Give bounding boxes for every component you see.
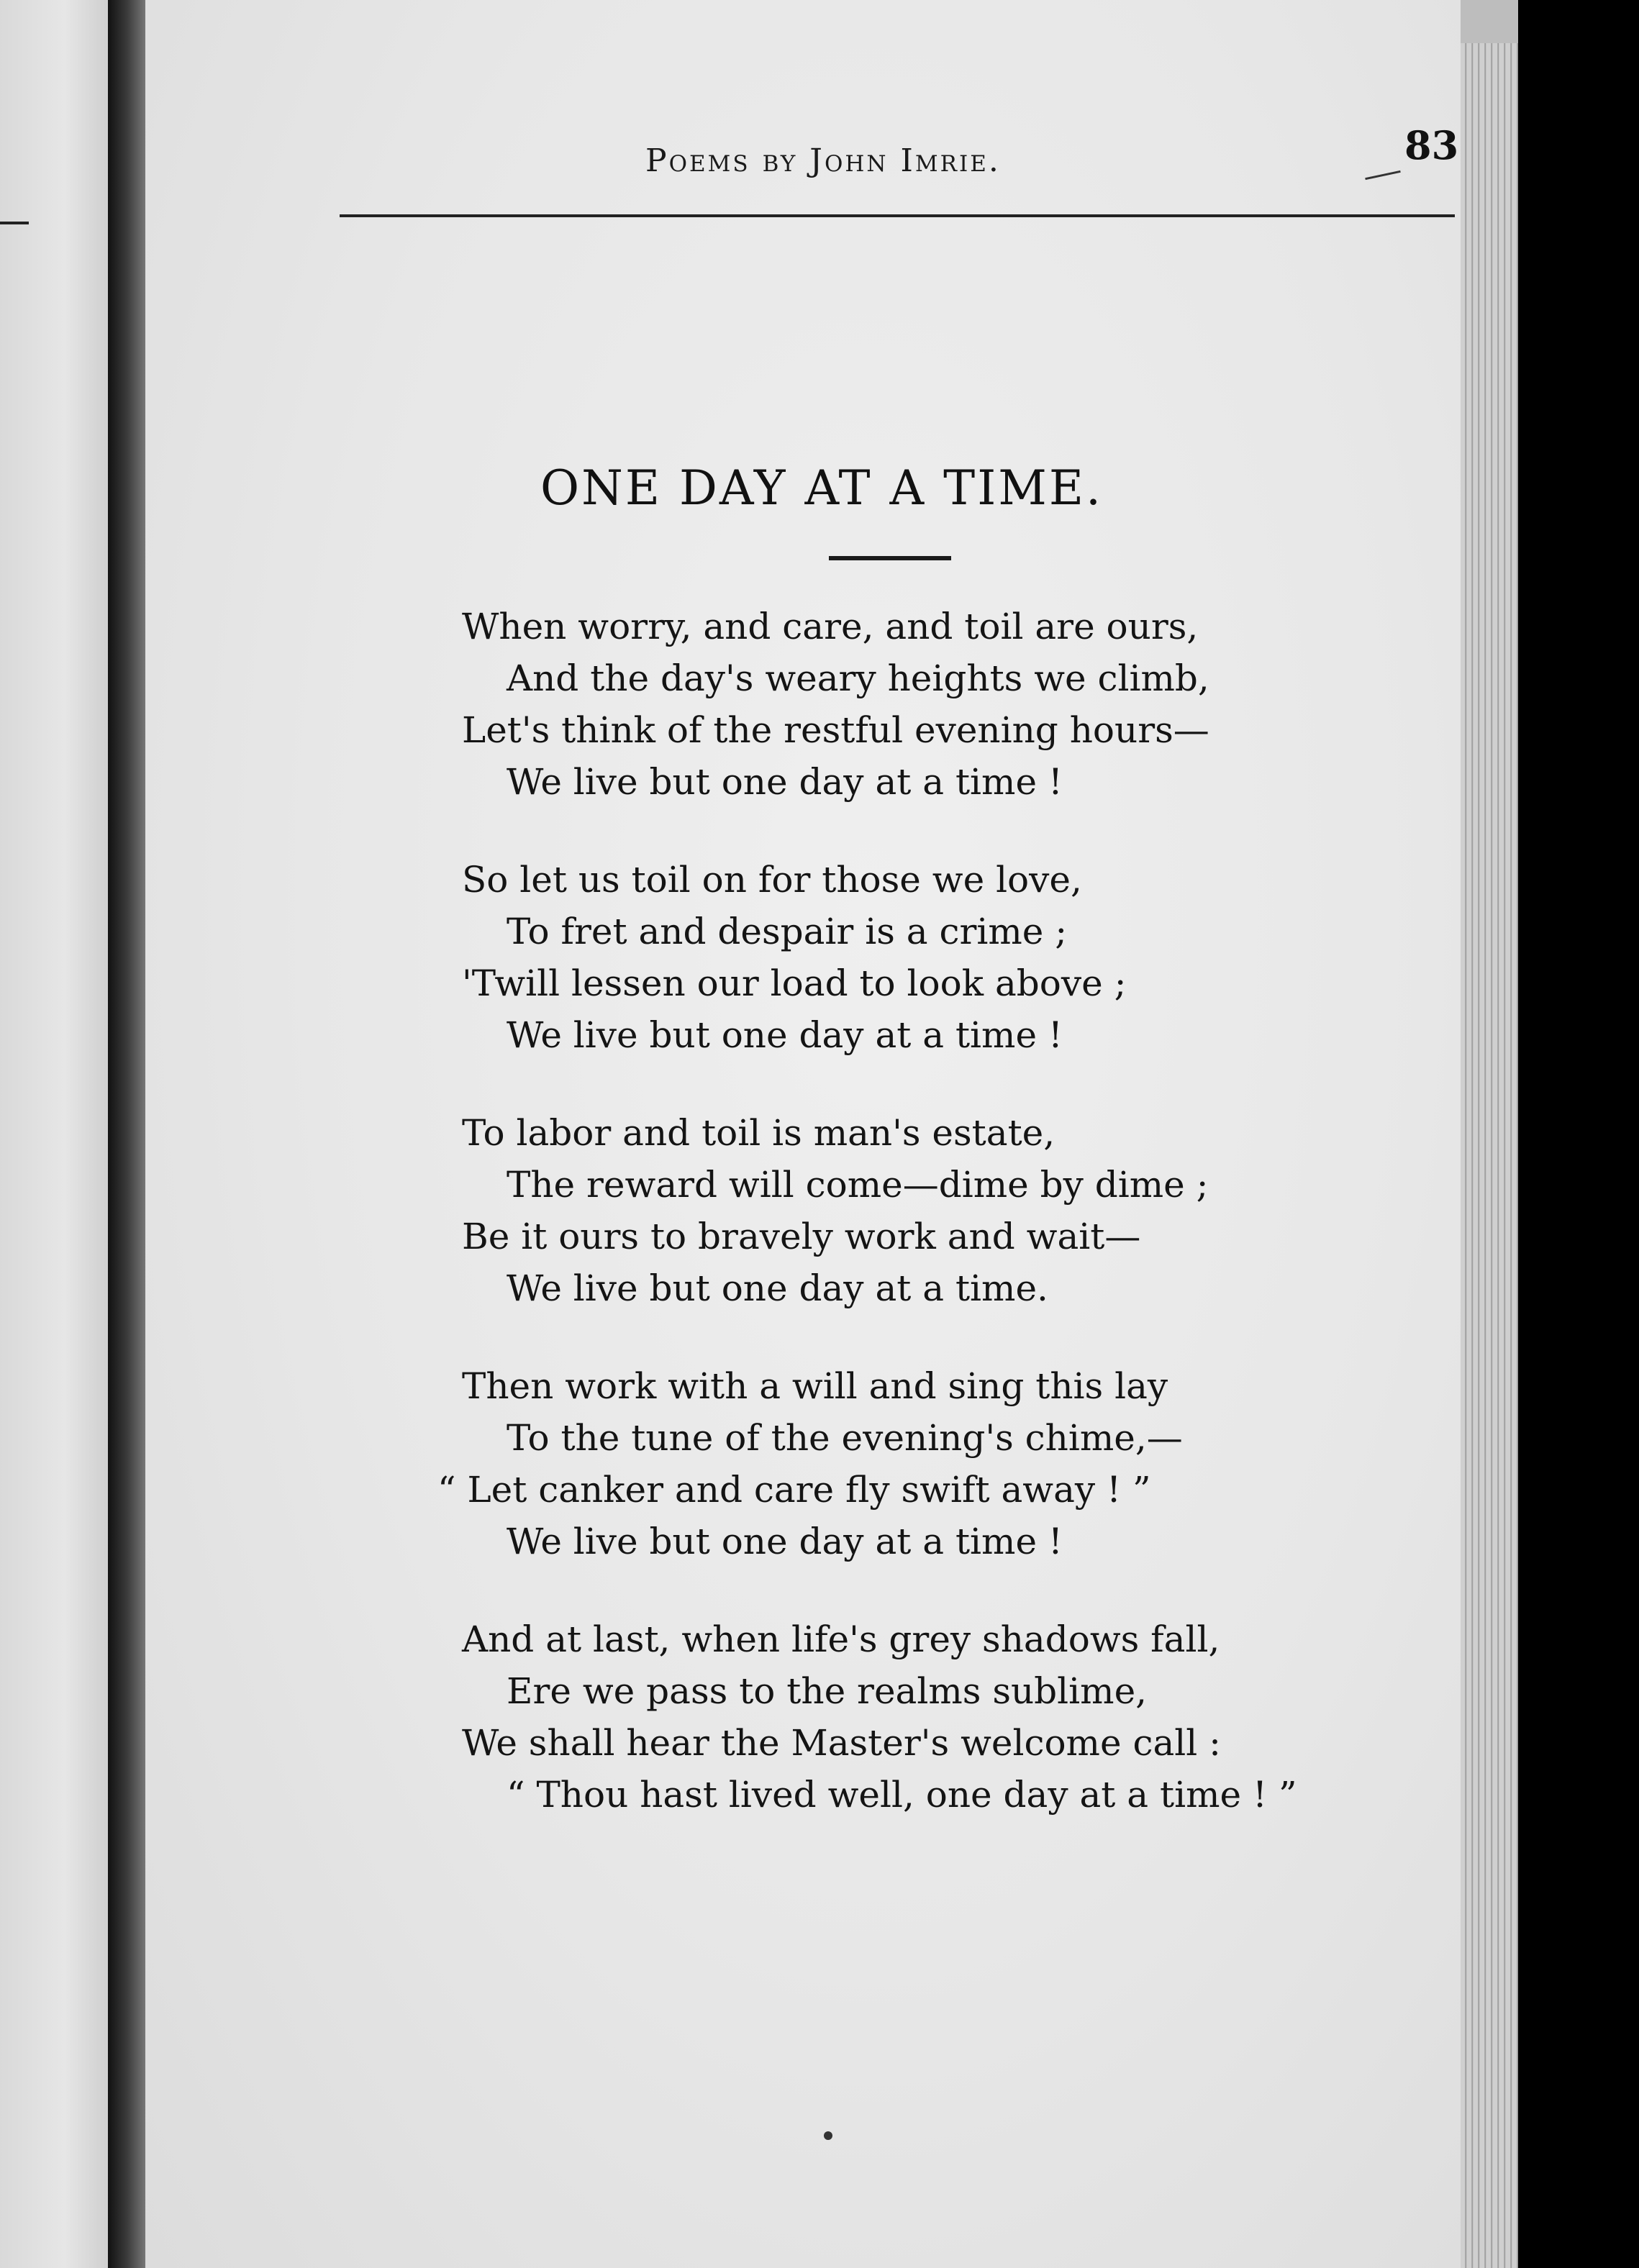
page-edges-top: [1461, 0, 1518, 43]
poem-line: We live but one day at a time.: [507, 1267, 1048, 1309]
poem-line: Be it ours to bravely work and wait—: [462, 1216, 1141, 1257]
poem-title: ONE DAY AT A TIME.: [540, 460, 1103, 516]
poem-line: And the day's weary heights we climb,: [507, 657, 1209, 699]
page-edges: [1461, 0, 1518, 2268]
poem-line: “ Let canker and care fly swift away ! ”: [437, 1469, 1151, 1511]
poem-line: When worry, and care, and toil are ours,: [462, 606, 1199, 647]
poem-line: The reward will come—dime by dime ;: [507, 1164, 1209, 1206]
poem-line: We live but one day at a time !: [507, 1521, 1063, 1562]
poem-body: [437, 601, 1397, 1867]
book-gutter: [108, 0, 145, 2268]
background-shadow: [1518, 0, 1639, 2268]
poem-line: And at last, when life's grey shadows fall,: [462, 1618, 1220, 1660]
poem-line: We live but one day at a time !: [507, 1014, 1063, 1056]
stanza-1: [462, 601, 1397, 808]
stanza-5: [462, 1613, 1397, 1821]
book-page: [145, 0, 1462, 2268]
stanza-3: [462, 1107, 1397, 1314]
left-facing-page: [0, 0, 108, 2268]
ink-speck: [824, 2131, 832, 2140]
running-head: Poems by John Imrie.: [645, 142, 1001, 179]
left-page-mark: [0, 222, 29, 224]
header-rule: [340, 214, 1455, 217]
poem-line: Let's think of the restful evening hours—: [462, 709, 1209, 751]
poem-line: Then work with a will and sing this lay: [462, 1365, 1168, 1407]
poem-line: We shall hear the Master's welcome call :: [462, 1722, 1221, 1764]
page-header: [340, 108, 1459, 223]
page-number: 83: [1404, 122, 1459, 168]
stanza-2: [462, 854, 1397, 1061]
poem-line: We live but one day at a time !: [507, 761, 1063, 803]
poem-line: Ere we pass to the realms sublime,: [507, 1670, 1148, 1712]
poem-line: To fret and despair is a crime ;: [507, 911, 1068, 952]
stanza-4: [437, 1360, 1397, 1567]
poem-line: 'Twill lessen our load to look above ;: [462, 962, 1127, 1004]
pencil-mark: [1365, 170, 1401, 180]
poem-line: “ Thou hast lived well, one day at a time ! ”: [507, 1774, 1297, 1816]
title-rule: [829, 556, 951, 560]
poem-line: To the tune of the evening's chime,—: [507, 1417, 1183, 1459]
poem-line: So let us toil on for those we love,: [462, 859, 1082, 901]
poem-line: To labor and toil is man's estate,: [462, 1112, 1055, 1154]
